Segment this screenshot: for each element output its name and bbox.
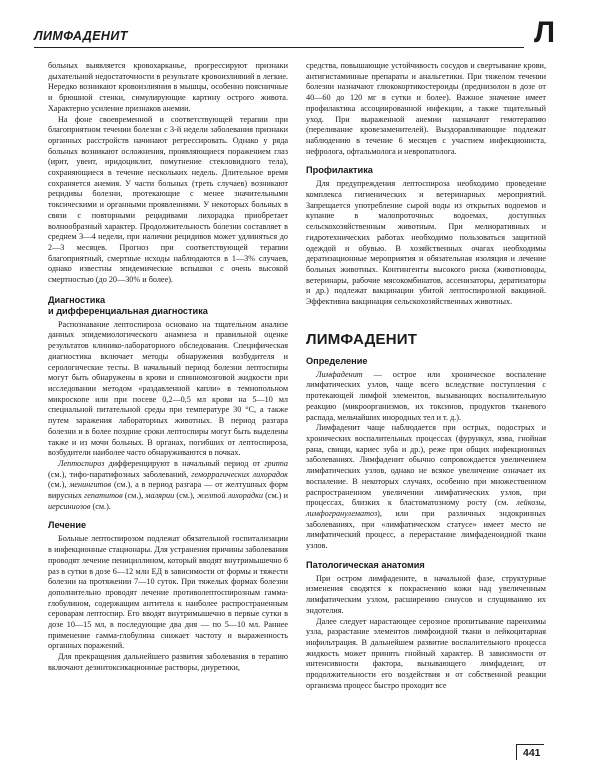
heading-diagnostics xyxy=(48,295,288,317)
text-run: (см.), xyxy=(48,480,70,490)
text-run: (см.), xyxy=(174,491,197,501)
section-letter: Л xyxy=(534,16,556,49)
left-paragraph-5: Больные лептоспирозом подлежат обязательной госпитализации в инфекционные стационары. Для устранения причины заболевания проводят лечение пенициллином, который вводят внутримышечно 6 раз в сутки в дозе 6—12 млн ЕД в зависимости от формы и тяжести болезни на протяжении 7—10 суток. При тяжелых формах болезни дополнительно проводят лечение противолептоспирозным гамма-глобулином, содержащим антитела к наиболее распространенным сероварам лептоспир. Его вводят внутримышечно в первые сутки в дозе 10—15 мл, в последующие два дня — по 5—10 мл. Раннее применение гамма-глобулина снижает частоту и выраженность органных поражений. xyxy=(48,534,288,651)
text-run: (см.), а в период разгара — от желтушных форм вирусных xyxy=(48,480,288,501)
text-run: ), или при различных эндокринных заболеваниях, при «лимфатическом статусе» имеет место не лимфатический процесс, а перерастание лимфаденоидной ткани узлов. xyxy=(306,508,546,551)
left-paragraph-1: больных выявляется кровохарканье, прогрессируют признаки дыхательной недостаточности в результате кровоизлияний в легкие. Нередко возникают кровоизлияния в мышцы, особенно поясничные и брюшной стенки, симулирующие картину острого живота. Характерно усиление признаков анемии. xyxy=(48,61,288,113)
header-rule xyxy=(34,47,524,48)
heading-treatment: Лечение xyxy=(48,520,87,531)
heading-pathological-anatomy: Патологическая анатомия xyxy=(306,559,425,570)
text-run: Лимфаденит чаще наблюдается при острых, подострых и хронических воспалительных процессах (фурункул, язва, гнойная рана, свищи, кариес зуба и др.), реже при общих инфекционных заболеваниях. Лимфаденит обычно сопровождается увеличением лимфатических узлов, однако не всякое увеличение означает их воспаление. В некоторых случаях, особенно при множественном распространенном увеличении лимфатических узлов, при процессах, близких к бластоматозному росту (см. xyxy=(306,423,546,508)
link-leukemia-lymphogranulomatosis[interactable]: лейкозы, лимфогранулематоз xyxy=(306,498,546,518)
text-run: (см.) и xyxy=(263,491,288,501)
left-paragraph-6: Для прекращения дальнейшего развития заболевания в терапию включают дезинтоксикационные растворы, диуретики, xyxy=(48,652,288,672)
heading-definition: Определение xyxy=(306,355,368,366)
page-number: 441 xyxy=(523,747,541,759)
link-meningitis[interactable]: менингитов xyxy=(69,480,112,490)
right-paragraph-6: Далее следует нарастающее серозное пропитывание паренхимы узла, разрастание элементов лимфоидной ткани и лейкоцитарная инфильтрация. В дальнейшем развитие воспалительного процесса жидкость может принять гнойный характер. В зависимости от интенсивности фактора, вызывающего лимфаденит, от продолжительности его воздействия и от собственной реакции организма процесс быстро проходит все xyxy=(306,616,546,690)
article-title: ЛИМФАДЕНИТ xyxy=(306,330,418,348)
right-paragraph-4 xyxy=(306,423,546,551)
right-paragraph-5: При остром лимфадените, в начальной фазе, структурные изменения сводятся к покраснению кожи над увеличенным лимфатическим узлом, расширению синусов и слущиванию их эндотелия. xyxy=(306,573,546,615)
heading-diagnostics-text: Диагностика и дифференциальная диагностика xyxy=(48,294,208,316)
text-run: — острое или хроническое воспаление лимфатических узлов, чаще всего вследствие поступления с протекающей лимфой элементов, вызывающих воспалительную реакцию (микроорганизмов, их токсинов, продуктов тканевого распада, мельчайших инородных тел и т. д.). xyxy=(306,369,546,422)
link-malaria[interactable]: малярии xyxy=(145,491,175,501)
text-run: (см.), тифо-паратифозных заболеваний, xyxy=(48,469,192,479)
text-run: (см.), xyxy=(122,491,146,501)
link-yellow-fever[interactable]: желтой лихорадки xyxy=(196,491,264,501)
heading-prevention: Профилактика xyxy=(306,165,373,176)
link-hepatitis[interactable]: гепатитов xyxy=(84,491,123,501)
right-column xyxy=(306,61,546,691)
term-lymphadenitis: Лимфаденит xyxy=(316,369,363,379)
left-column xyxy=(48,61,288,674)
right-paragraph-2: Для предупреждения лептоспироза необходимо проведение комплекса гигиенических и ветеринарных мероприятий. Запрещается употребление сырой воды из открытых водоемов и купание в малопроточных водоемах, доступных сельскохозяйственным животным. При мелиоративных и гидротехнических работах необходимо пользоваться защитной одеждой и обувью. В хозяйственных очагах необходимы дератизационные мероприятия и обязательная изоляция и лечение больных животных. Контингенты высокого риска (животноводы, ветеринары, рабочие мясокомбинатов, ассенизаторы, дератизаторы и др.) подлежат вакцинации убитой лептоспирозной вакциной. Эффективна вакцинация сельскохозяйственных животных. xyxy=(306,179,546,307)
left-paragraph-3: Распознавание лептоспироза основано на тщательном анализе данных эпидемиологического анамнеза и правильной оценке результатов клинико-лабораторного обследования. Специфическая диагностика включает методы обнаружения возбудителя и серологические тесты. В начальный период болезни лептоспиры могут быть обнаружены в крови и спинномозговой жидкости при исследовании методом «раздавленной капли» в темнопольном микроскопе или при посеве 0,2—0,5 мл крови на 5—10 мл специальной питательной среды при температуре 30 °С, а также путем заражения лабораторных животных. В период разгара болезни и в более поздние сроки лептоспиры могут быть выделены также и из мочи больных. В органах, погибших от лептоспироза, возбудители наиболее часто обнаруживаются в почках. xyxy=(48,319,288,458)
text-run: (см.). xyxy=(90,501,111,511)
link-hemorrhagic-fevers[interactable]: геморрагических лихорадок xyxy=(191,469,288,479)
left-paragraph-4 xyxy=(48,459,288,513)
right-paragraph-3 xyxy=(306,370,546,424)
running-header-title: ЛИМФАДЕНИТ xyxy=(34,29,128,43)
right-paragraph-1: средства, повышающие устойчивость сосудов и свертывание крови, антигистаминные препараты и анальгетики. При тяжелом течении болезни назначают глюкокортикостероиды (преднизолон в дозе от 40—60 до 120 мг в сутки и более). Важное значение имеет профилактика ассоциированной инфекции, а также тщательный уход. При выраженной анемии назначают гемотерапию (переливание кровезаменителей). Выздоравливающие подлежат наблюдению в течение 6 месяцев с участием инфекциониста, нефролога, офтальмолога и невропатолога. xyxy=(306,61,546,156)
link-flu[interactable]: гриппа xyxy=(264,458,288,468)
link-yersiniosis[interactable]: иерсиниозов xyxy=(48,501,91,511)
text-run: дифференцируют в начальный период от xyxy=(104,458,265,468)
term-leptospirosis: Лептоспироз xyxy=(58,458,105,468)
left-paragraph-2: На фоне своевременной и соответствующей терапии при благоприятном течении болезни с 3-й недели заболевания признаки органных расстройств начинают регрессировать. Однако у ряда больных возникают осложнения, проявляющиеся поражением глаз (ирит, увеит, иридоциклит, помутнение стекловидного тела), сохраняющиеся в течение нескольких недель. Длительное время сохраняется анемия. У части больных (треть случаев) возникают рецидивы болезни, протекающие с менее значительными токсическими и органными проявлениями. У некоторых больных в связи с повторными рецидивами лихорадка приобретает волнообразный характер. Продолжительность болезни составляет в среднем 3—4 недели, при наличии рецидивов может удлиняться до 2—3 месяцев. Прогноз при соответствующей терапии благоприятный, смертные исходы наблюдаются в 1—3% случаев, однако известны эпидемические вспышки с очень высокой смертностью (до 20—30% и более). xyxy=(48,114,288,285)
